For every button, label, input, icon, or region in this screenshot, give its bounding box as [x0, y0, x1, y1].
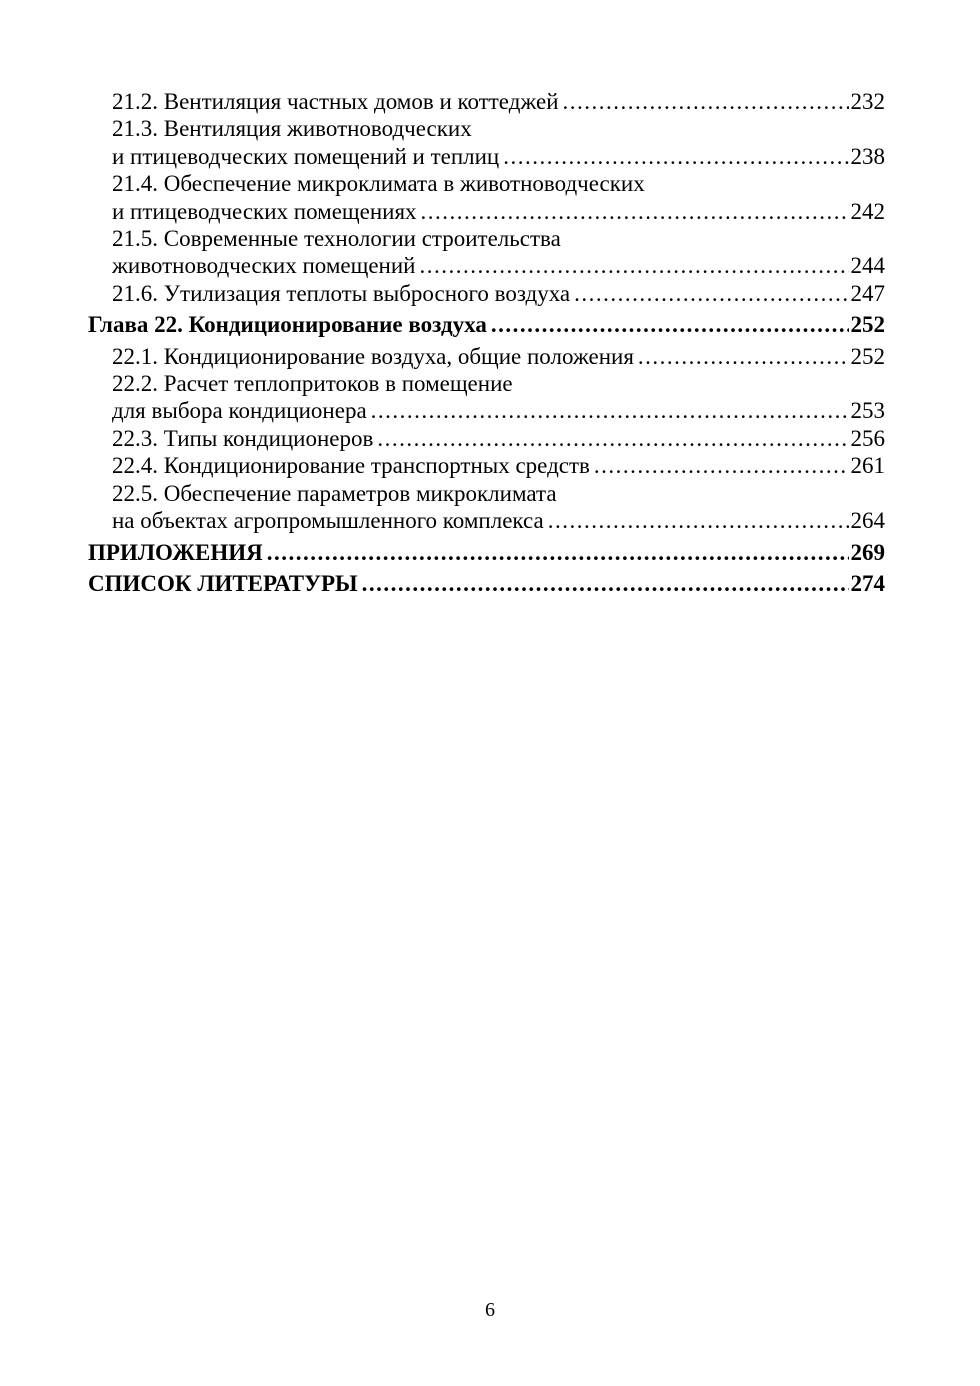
- toc-entry-title: 22.1. Кондиционирование воздуха, общие положения: [112, 343, 634, 369]
- toc-entry-title: 22.3. Типы кондиционеров: [112, 425, 374, 451]
- toc-line: [112, 425, 885, 452]
- dot-leader: [362, 570, 849, 597]
- toc-line: [112, 225, 885, 252]
- toc-line: [112, 343, 885, 370]
- dot-leader: [574, 280, 848, 307]
- toc-page-number: 261: [850, 453, 885, 479]
- toc-entry-title: 22.2. Расчет теплопритоков в помещение: [112, 371, 513, 397]
- toc-page-number: 238: [850, 143, 885, 169]
- toc-entry: [88, 115, 885, 170]
- toc-entry: [88, 88, 885, 115]
- toc-line: [112, 452, 885, 479]
- dot-leader: [638, 343, 849, 370]
- toc-entry-title: на объектах агропромышленного комплекса: [112, 508, 544, 534]
- toc-page-number: 252: [850, 343, 885, 369]
- dot-leader: [491, 311, 849, 338]
- toc-page-number: 247: [850, 280, 885, 306]
- toc-entry-title: 21.5. Современные технологии строительства: [112, 226, 561, 252]
- toc-entry-title: 22.5. Обеспечение параметров микроклимата: [112, 480, 557, 506]
- dot-leader: [267, 539, 849, 566]
- toc-page-number: 269: [850, 539, 885, 565]
- toc-line: [112, 480, 885, 507]
- toc-page-number: 244: [850, 253, 885, 279]
- toc-line: [88, 539, 885, 566]
- page-footer: [0, 1298, 980, 1322]
- toc-entry: [88, 343, 885, 370]
- toc-entry: [88, 539, 885, 566]
- toc-entry-title: 21.6. Утилизация теплоты выбросного воздуха: [112, 280, 571, 306]
- toc-entry-title: для выбора кондиционера: [112, 398, 367, 424]
- toc-entry: [88, 225, 885, 280]
- dot-leader: [503, 143, 848, 170]
- toc-page-number: 252: [850, 312, 885, 338]
- dot-leader: [377, 425, 848, 452]
- toc-page-number: 242: [850, 198, 885, 224]
- toc-line: [112, 397, 885, 424]
- dot-leader: [421, 198, 849, 225]
- dot-leader: [419, 252, 848, 279]
- toc-page-number: 232: [850, 89, 885, 114]
- toc-entry-title: ПРИЛОЖЕНИЯ: [88, 539, 263, 565]
- dot-leader: [594, 452, 849, 479]
- toc-entry: [88, 452, 885, 479]
- toc-entry-title: животноводческих помещений: [112, 253, 416, 279]
- toc-entry-title: СПИСОК ЛИТЕРАТУРЫ: [88, 570, 358, 596]
- toc-line: [112, 115, 885, 142]
- toc-entry: [88, 370, 885, 425]
- toc-entry-title: 21.2. Вентиляция частных домов и коттеджей: [112, 89, 559, 114]
- toc-entry: [88, 425, 885, 452]
- toc-entry: [88, 170, 885, 225]
- toc-line: [112, 370, 885, 397]
- dot-leader: [563, 88, 849, 115]
- toc-page-number: 274: [850, 570, 885, 596]
- toc-entry: [88, 280, 885, 307]
- toc-entry: [88, 480, 885, 535]
- toc-entry-title: Глава 22. Кондиционирование воздуха: [88, 312, 487, 338]
- toc-entry-title: 22.4. Кондиционирование транспортных средств: [112, 453, 590, 479]
- toc-entry: [88, 570, 885, 597]
- toc-entry-title: 21.3. Вентиляция животноводческих: [112, 116, 472, 142]
- dot-leader: [548, 507, 849, 534]
- table-of-contents: [88, 88, 885, 601]
- toc-entry-title: и птицеводческих помещений и теплиц: [112, 143, 500, 169]
- toc-page-number: 264: [850, 508, 885, 534]
- toc-line: [112, 88, 885, 115]
- toc-entry-title: 21.4. Обеспечение микроклимата в животноводческих: [112, 171, 645, 197]
- toc-line: [112, 252, 885, 279]
- toc-line: [112, 198, 885, 225]
- dot-leader: [371, 397, 849, 424]
- toc-line: [88, 570, 885, 597]
- toc-line: [112, 143, 885, 170]
- toc-line: [112, 280, 885, 307]
- page-number: 6: [485, 1299, 495, 1321]
- toc-line: [112, 170, 885, 197]
- toc-page-number: 253: [850, 398, 885, 424]
- toc-page-number: 256: [850, 425, 885, 451]
- toc-entry: [88, 311, 885, 338]
- toc-line: [112, 507, 885, 534]
- toc-entry-title: и птицеводческих помещениях: [112, 198, 417, 224]
- toc-line: [88, 311, 885, 338]
